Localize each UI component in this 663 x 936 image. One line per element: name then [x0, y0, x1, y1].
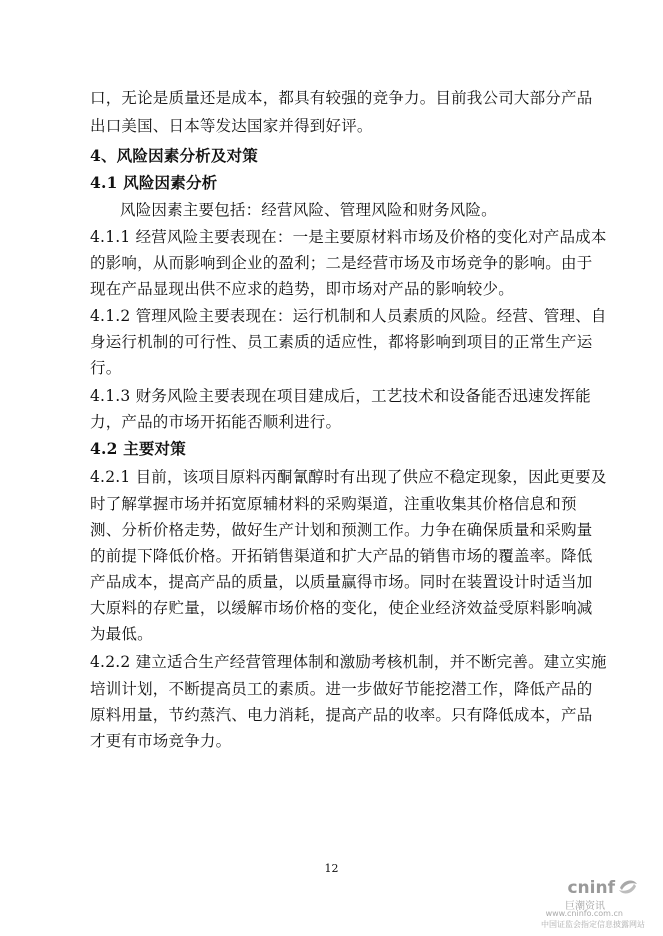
body-line: 4.2.2 建立适合生产经营管理体制和激励考核机制，并不断完善。建立实施: [90, 653, 607, 671]
body-line: 时了解掌握市场并拓宽原辅材料的采购渠道，注重收集其价格信息和预: [90, 495, 577, 513]
body-line: 口，无论是质量还是成本，都具有较强的竞争力。目前我公司大部分产品: [90, 89, 593, 107]
body-line: 产品成本，提高产品的质量，以质量赢得市场。同时在装置设计时适当加: [90, 573, 593, 591]
section-heading: 4、风险因素分析及对策: [90, 146, 258, 165]
body-line: 行。: [90, 359, 122, 377]
body-line: 身运行机制的可行性、员工素质的适应性，都将影响到项目的正常生产运: [90, 333, 593, 351]
body-line: 风险因素主要包括：经营风险、管理风险和财务风险。: [120, 201, 497, 219]
subsection-heading: 4.2 主要对策: [90, 439, 186, 458]
body-line: 4.1.3 财务风险主要表现在项目建成后，工艺技术和设备能否迅速发挥能: [90, 387, 591, 405]
logo-chinese: 巨潮资讯: [565, 901, 605, 912]
body-line: 培训计划，不断提高员工的素质。进一步做好节能挖潜工作，降低产品的: [90, 680, 593, 698]
body-line: 为最低。: [90, 625, 153, 643]
body-line: 4.1.2 管理风险主要表现在：运行机制和人员素质的风险。经营、管理、自: [90, 307, 607, 325]
body-line: 力，产品的市场开拓能否顺利进行。: [90, 413, 342, 431]
logo-url: www.cninfo.com.cn: [545, 909, 623, 918]
body-line: 原料用量，节约蒸汽、电力消耗，提高产品的收率。只有降低成本，产品: [90, 706, 593, 724]
logo-name: cninf: [567, 878, 615, 898]
body-line: 测、分析价格走势，做好生产计划和预测工作。力争在确保质量和采购量: [90, 521, 593, 539]
subsection-heading: 4.1 风险因素分析: [90, 173, 218, 192]
cninfo-logo: [495, 872, 645, 932]
body-line: 出口美国、日本等发达国家并得到好评。: [90, 117, 373, 135]
body-line: 4.2.1 目前，该项目原料丙酮氰醇时有出现了供应不稳定现象，因此更要及: [90, 468, 607, 486]
body-line: 才更有市场竞争力。: [90, 732, 232, 750]
page-number: 12: [324, 862, 339, 875]
body-line: 现在产品显现出供不应求的趋势，即市场对产品的影响较少。: [90, 280, 514, 298]
body-line: 大原料的存贮量，以缓解市场价格的变化，使企业经济效益受原料影响减: [90, 599, 593, 617]
logo-swirl-icon: [617, 876, 639, 898]
body-line: 的前提下降低价格。开拓销售渠道和扩大产品的销售市场的覆盖率。降低: [90, 547, 593, 565]
body-line: 4.1.1 经营风险主要表现在：一是主要原材料市场及价格的变化对产品成本: [90, 228, 607, 246]
body-line: 的影响，从而影响到企业的盈利；二是经营市场及市场竞争的影响。由于: [90, 254, 593, 272]
logo-tagline: 中国证监会指定信息披露网站: [541, 920, 645, 929]
